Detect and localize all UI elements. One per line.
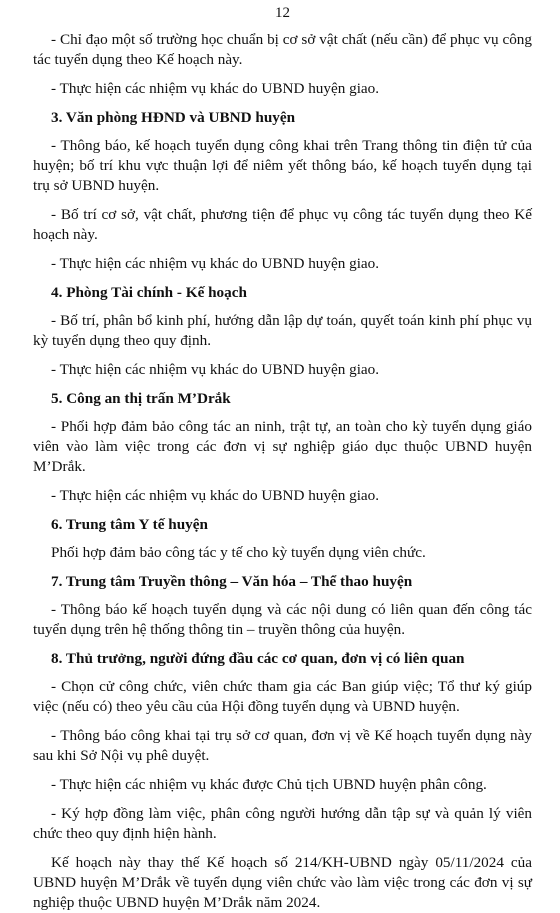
section-heading: 4. Phòng Tài chính - Kế hoạch [51,284,247,301]
section-heading: 5. Công an thị trấn M’Drắk [51,390,231,407]
paragraph: - Phối hợp đảm bảo công tác an ninh, trật tự, an toàn cho kỳ tuyển dụng giáo viên vào làm việc trong các đơn vị sự nghiệp giáo dục thuộc UBND huyện M’Drắk. [33,418,532,475]
paragraph: - Bố trí cơ sở, vật chất, phương tiện để phục vụ công tác tuyển dụng theo Kế hoạch này. [33,206,532,243]
paragraph: - Thực hiện các nhiệm vụ khác được Chủ tịch UBND huyện phân công. [51,776,487,793]
paragraph: Kế hoạch này thay thế Kế hoạch số 214/KH-UBND ngày 05/11/2024 của UBND huyện M’Drắk về tuyển dụng viên chức vào làm việc trong các đơn vị sự nghiệp thuộc UBND huyện M’Drắk năm 2024. [33,854,532,911]
paragraph: - Chỉ đạo một số trường học chuẩn bị cơ sở vật chất (nếu cần) để phục vụ công tác tuyển dụng theo Kế hoạch này. [33,31,532,68]
paragraph: - Thực hiện các nhiệm vụ khác do UBND huyện giao. [51,255,380,272]
paragraph: - Thực hiện các nhiệm vụ khác do UBND huyện giao. [51,487,380,504]
paragraph: - Chọn cử công chức, viên chức tham gia các Ban giúp việc; Tổ thư ký giúp việc (nếu có) theo yêu cầu của Hội đồng tuyển dụng và UBND huyện. [33,678,532,715]
paragraph: - Bố trí, phân bổ kinh phí, hướng dẫn lập dự toán, quyết toán kinh phí phục vụ kỳ tuyển dụng theo quy định. [33,312,532,349]
section-heading: 3. Văn phòng HĐND và UBND huyện [51,109,296,126]
paragraph: Phối hợp đảm bảo công tác y tế cho kỳ tuyển dụng viên chức. [51,544,426,561]
page-number: 12 [275,5,290,21]
section-heading: 8. Thủ trưởng, người đứng đầu các cơ quan, đơn vị có liên quan [51,650,465,667]
section-heading: 6. Trung tâm Y tế huyện [51,516,208,533]
paragraph: - Thông báo, kế hoạch tuyển dụng công khai trên Trang thông tin điện tử của huyện; bố trí khu vực thuận lợi để niêm yết thông báo, kế hoạch tuyển dụng tại trụ sở UBND huyện. [33,137,532,194]
section-heading: 7. Trung tâm Truyền thông – Văn hóa – Thể thao huyện [51,573,413,590]
paragraph: - Thông báo công khai tại trụ sở cơ quan, đơn vị về Kế hoạch tuyển dụng này sau khi Sở Nội vụ phê duyệt. [33,727,532,764]
paragraph: - Ký hợp đồng làm việc, phân công người hướng dẫn tập sự và quản lý viên chức theo quy định hiện hành. [33,805,532,842]
document-body [33,30,532,913]
paragraph: - Thực hiện các nhiệm vụ khác do UBND huyện giao. [51,361,380,378]
paragraph: - Thông báo kế hoạch tuyển dụng và các nội dung có liên quan đến công tác tuyển dụng trên hệ thống thông tin – truyền thông của huyện. [33,601,532,638]
paragraph: - Thực hiện các nhiệm vụ khác do UBND huyện giao. [51,80,380,97]
